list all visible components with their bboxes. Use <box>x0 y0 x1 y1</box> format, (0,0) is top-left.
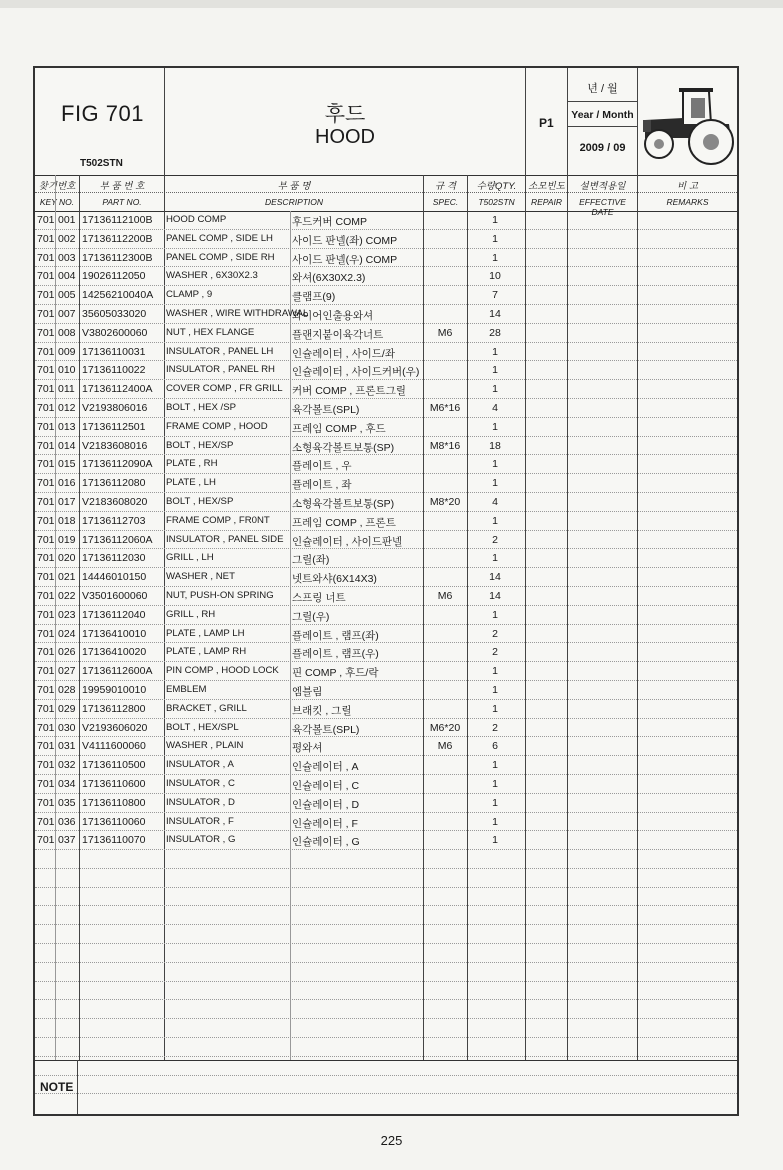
part-number: 19959010010 <box>82 683 147 696</box>
description-english: COVER COMP , FR GRILL <box>166 383 283 395</box>
description-english: INSULATOR , PANEL LH <box>166 345 274 357</box>
key-group: 701 <box>37 345 55 358</box>
key-group: 701 <box>37 307 55 320</box>
description-korean: 프레임 COMP , 후드 <box>292 422 386 435</box>
description-english: INSULATOR , D <box>166 796 235 808</box>
key-group: 701 <box>37 608 55 621</box>
key-group: 701 <box>37 251 55 264</box>
page-code: P1 <box>539 116 554 130</box>
part-number: 17136110031 <box>82 345 146 358</box>
quantity-cell: 1 <box>492 251 498 264</box>
quantity-cell: 1 <box>492 420 498 433</box>
table-row <box>35 343 737 362</box>
table-row <box>35 474 737 493</box>
key-number: 016 <box>58 477 76 490</box>
spec-cell: M6 <box>437 740 453 753</box>
key-number: 004 <box>58 270 76 283</box>
table-row <box>35 230 737 249</box>
key-group: 701 <box>37 721 55 734</box>
title-english: HOOD <box>315 126 375 148</box>
key-number: 023 <box>58 608 76 621</box>
key-group: 701 <box>37 796 55 809</box>
key-number: 019 <box>58 533 76 546</box>
description-korean: 인슐레이터 , 사이드커버(우) <box>292 366 420 379</box>
key-number: 030 <box>58 721 76 734</box>
table-row <box>35 211 737 230</box>
year-month-label: Year / Month <box>571 109 634 121</box>
description-korean: 소형육각볼트보통(SP) <box>292 497 395 510</box>
description-english: NUT , HEX FLANGE <box>166 326 255 338</box>
spec-cell: M6 <box>437 326 453 339</box>
key-number: 010 <box>58 364 76 377</box>
quantity-cell: 1 <box>492 834 498 847</box>
description-english: GRILL , LH <box>166 552 214 564</box>
quantity-cell: 1 <box>492 702 498 715</box>
table-row <box>35 493 737 512</box>
key-number: 036 <box>58 815 76 828</box>
table-row <box>35 512 737 531</box>
description-korean: 육각볼트(SPL) <box>292 403 360 416</box>
table-row <box>35 324 737 343</box>
key-number: 018 <box>58 514 76 527</box>
description-korean: 인슐레이터 , 사이드/좌 <box>292 347 395 360</box>
description-english: PANEL COMP , SIDE RH <box>166 251 275 263</box>
quantity-cell: 1 <box>492 364 498 377</box>
description-english: PLATE , RH <box>166 458 218 470</box>
description-korean: 커버 COMP , 프론트그릴 <box>292 385 406 398</box>
description-korean: 인슐레이터 , 사이드판넬 <box>292 535 403 548</box>
key-number: 012 <box>58 401 76 414</box>
figure-number: FIG 701 <box>61 101 144 126</box>
table-row <box>35 1076 737 1095</box>
quantity-cell: 2 <box>492 721 498 734</box>
key-number: 007 <box>58 307 76 320</box>
key-number: 027 <box>58 665 76 678</box>
description-korean: 플랜지붙이육각너트 <box>292 328 384 341</box>
scan-edge <box>0 0 783 8</box>
description-korean: 평와셔 <box>292 742 323 755</box>
description-korean: 후드커버 COMP <box>292 216 367 228</box>
col-qty-header: T502STN <box>478 197 515 207</box>
col-repair-korean: 소모빈도 <box>528 181 565 192</box>
key-group: 701 <box>37 571 55 584</box>
table-row <box>35 305 737 324</box>
key-group: 701 <box>37 495 55 508</box>
table-row <box>35 982 737 1001</box>
key-group: 701 <box>37 401 55 414</box>
key-group: 701 <box>37 420 55 433</box>
description-korean: 와이어인출용와셔 <box>292 309 374 322</box>
part-number: 17136110800 <box>82 796 146 809</box>
part-number: V3802600060 <box>82 326 148 339</box>
table-row <box>35 361 737 380</box>
table-row <box>35 606 737 625</box>
col-part-header: PART NO. <box>102 197 142 207</box>
quantity-cell: 4 <box>492 495 498 508</box>
table-row <box>35 1038 737 1057</box>
table-row <box>35 549 737 568</box>
key-group: 701 <box>37 759 55 772</box>
table-row <box>35 850 737 869</box>
key-group: 701 <box>37 683 55 696</box>
description-english: BOLT , HEX/SP <box>166 439 234 451</box>
key-group: 701 <box>37 627 55 640</box>
description-english: INSULATOR , G <box>166 834 236 846</box>
quantity-cell: 14 <box>489 571 501 584</box>
table-row <box>35 399 737 418</box>
table-row <box>35 925 737 944</box>
description-korean: 인슐레이터 , C <box>292 779 360 792</box>
description-korean: 소형육각볼트보통(SP) <box>292 441 395 454</box>
description-english: NUT, PUSH-ON SPRING <box>166 589 274 601</box>
description-korean: 그릴(좌) <box>292 554 330 567</box>
description-english: GRILL , RH <box>166 608 216 620</box>
key-group: 701 <box>37 232 55 245</box>
description-english: INSULATOR , PANEL SIDE <box>166 533 284 545</box>
quantity-cell: 1 <box>492 665 498 678</box>
table-row <box>35 587 737 606</box>
key-number: 034 <box>58 777 76 790</box>
description-english: HOOD COMP <box>166 214 227 225</box>
key-group: 701 <box>37 458 55 471</box>
table-row <box>35 286 737 305</box>
table-row <box>35 756 737 775</box>
parts-table-frame <box>33 66 739 1116</box>
key-number: 008 <box>58 326 76 339</box>
quantity-cell: 18 <box>489 439 501 452</box>
description-korean: 프레임 COMP , 프론트 <box>292 516 396 529</box>
part-number: V2193606020 <box>82 721 148 734</box>
description-english: PLATE , LAMP RH <box>166 646 247 658</box>
quantity-cell: 1 <box>492 477 498 490</box>
description-english: INSULATOR , PANEL RH <box>166 364 275 376</box>
description-korean: 플레이트 , 좌 <box>292 479 352 492</box>
col-spec-korean: 규 격 <box>435 181 456 192</box>
quantity-cell: 2 <box>492 533 498 546</box>
description-korean: 인슐레이터 , G <box>292 836 360 849</box>
description-korean: 넷트와샤(6X14X3) <box>292 573 377 586</box>
table-row <box>35 249 737 268</box>
table-row <box>35 831 737 850</box>
key-group: 701 <box>37 665 55 678</box>
table-row <box>35 531 737 550</box>
title-korean: 후드 <box>324 103 366 126</box>
table-row <box>35 888 737 907</box>
part-number: V2183608020 <box>82 495 148 508</box>
description-korean: 인슐레이터 , D <box>292 798 360 811</box>
spec-cell: M6*16 <box>429 401 461 414</box>
key-group: 701 <box>37 834 55 847</box>
description-korean: 엠블림 <box>292 685 323 698</box>
quantity-cell: 28 <box>489 326 501 339</box>
table-row <box>35 1000 737 1019</box>
col-remarks-korean: 비 고 <box>677 181 698 192</box>
description-korean: 인슐레이터 , A <box>292 761 359 774</box>
key-group: 701 <box>37 477 55 490</box>
quantity-cell: 7 <box>492 289 498 302</box>
part-number: 17136112030 <box>82 552 146 565</box>
spec-cell: M8*16 <box>429 439 461 452</box>
part-number: 17136110070 <box>82 834 146 847</box>
col-qty-korean: 수량QTY. <box>476 181 517 192</box>
part-number: 17136112501 <box>82 420 146 433</box>
table-row <box>35 869 737 888</box>
description-english: BRACKET , GRILL <box>166 702 247 714</box>
table-row <box>35 625 737 644</box>
key-number: 014 <box>58 439 76 452</box>
col-key-korean: 찾기번호 <box>38 181 76 192</box>
description-english: PIN COMP , HOOD LOCK <box>166 665 279 677</box>
table-row <box>35 681 737 700</box>
quantity-cell: 1 <box>492 214 498 226</box>
description-korean: 스프링 너트 <box>292 591 346 604</box>
key-number: 001 <box>58 214 76 226</box>
table-row <box>35 455 737 474</box>
table-row <box>35 775 737 794</box>
quantity-cell: 1 <box>492 608 498 621</box>
description-english: BOLT , HEX /SP <box>166 401 237 413</box>
table-row <box>35 794 737 813</box>
col-desc-korean: 부 품 명 <box>277 181 311 192</box>
key-group: 701 <box>37 383 55 396</box>
part-number: 17136110500 <box>82 759 146 772</box>
year-month-value: 2009 / 09 <box>579 142 626 154</box>
col-effective-korean: 설변적용일 <box>579 181 626 192</box>
key-group: 701 <box>37 514 55 527</box>
quantity-cell: 6 <box>492 740 498 753</box>
table-row <box>35 643 737 662</box>
key-number: 035 <box>58 796 76 809</box>
key-number: 017 <box>58 495 76 508</box>
key-number: 021 <box>58 571 76 584</box>
part-number: V2183608016 <box>82 439 148 452</box>
col-key-header: KEY NO. <box>39 197 75 207</box>
key-group: 701 <box>37 646 55 659</box>
table-row <box>35 700 737 719</box>
description-english: BOLT , HEX/SPL <box>166 721 239 733</box>
key-number: 037 <box>58 834 76 847</box>
description-korean: 플레이트 , 램프(좌) <box>292 629 379 642</box>
quantity-cell: 10 <box>489 270 501 283</box>
part-number: 17136112600A <box>82 665 153 678</box>
description-english: CLAMP , 9 <box>166 289 213 301</box>
quantity-cell: 1 <box>492 458 498 471</box>
key-group: 701 <box>37 589 55 602</box>
key-group: 701 <box>37 533 55 546</box>
col-repair-header: REPAIR <box>530 197 563 207</box>
part-number: 17136110022 <box>82 364 146 377</box>
part-number: 17136110060 <box>82 815 146 828</box>
part-number: 19026112050 <box>82 270 146 283</box>
key-number: 003 <box>58 251 76 264</box>
key-number: 029 <box>58 702 76 715</box>
description-english: EMBLEM <box>166 683 207 695</box>
spec-cell: M8*20 <box>429 495 461 508</box>
col-effective-header: EFFECTIVE DATE <box>579 197 626 217</box>
spec-cell: M6 <box>437 589 453 602</box>
col-part-korean: 부 품 번 호 <box>99 181 145 192</box>
part-number: V3501600060 <box>82 589 148 602</box>
table-row <box>35 662 737 681</box>
tractor-icon <box>639 78 737 168</box>
quantity-cell: 1 <box>492 552 498 565</box>
page-number: 225 <box>380 1133 403 1148</box>
key-number: 020 <box>58 552 76 565</box>
part-number: 17136112080 <box>82 477 146 490</box>
key-number: 002 <box>58 232 76 245</box>
table-row <box>35 719 737 738</box>
table-row <box>35 568 737 587</box>
col-remarks-header: REMARKS <box>666 197 709 207</box>
quantity-cell: 1 <box>492 683 498 696</box>
key-group: 701 <box>37 326 55 339</box>
description-english: WASHER , 6X30X2.3 <box>166 270 258 282</box>
description-english: PANEL COMP , SIDE LH <box>166 232 273 244</box>
table-row <box>35 380 737 399</box>
key-group: 701 <box>37 777 55 790</box>
table-row <box>35 813 737 832</box>
quantity-cell: 1 <box>492 815 498 828</box>
table-row <box>35 906 737 925</box>
year-month-korean: 년 / 월 <box>587 83 618 95</box>
part-number: 17136410010 <box>82 627 147 640</box>
note-label: NOTE <box>40 1080 74 1094</box>
description-english: FRAME COMP , FR0NT <box>166 514 270 526</box>
quantity-cell: 4 <box>492 401 498 414</box>
key-number: 028 <box>58 683 76 696</box>
description-english: INSULATOR , C <box>166 777 235 789</box>
description-korean: 육각볼트(SPL) <box>292 723 360 736</box>
key-number: 005 <box>58 289 76 302</box>
key-group: 701 <box>37 740 55 753</box>
model-code: T502STN <box>80 158 123 169</box>
description-english: WASHER , WIRE WITHDRAWAL <box>166 307 309 319</box>
quantity-cell: 14 <box>489 589 501 602</box>
part-number: 17136112090A <box>82 458 153 471</box>
table-row <box>35 418 737 437</box>
table-row <box>35 437 737 456</box>
part-number: 17136112400A <box>82 383 153 396</box>
description-english: INSULATOR , F <box>166 815 234 827</box>
key-group: 701 <box>37 702 55 715</box>
quantity-cell: 1 <box>492 383 498 396</box>
part-number: 17136112300B <box>82 251 153 264</box>
table-row <box>35 944 737 963</box>
key-number: 032 <box>58 759 76 772</box>
key-number: 011 <box>58 383 75 396</box>
key-group: 701 <box>37 815 55 828</box>
key-number: 013 <box>58 420 76 433</box>
description-korean: 플레이트 , 램프(우) <box>292 648 379 661</box>
description-english: INSULATOR , A <box>166 759 234 771</box>
quantity-cell: 1 <box>492 514 498 527</box>
table-row <box>35 737 737 756</box>
description-korean: 사이드 판넬(우) COMP <box>292 253 398 266</box>
part-number: 14446010150 <box>82 571 147 584</box>
key-number: 015 <box>58 458 76 471</box>
quantity-cell: 1 <box>492 759 498 772</box>
part-number: 17136110600 <box>82 777 146 790</box>
part-number: 17136112040 <box>82 608 146 621</box>
key-number: 026 <box>58 646 76 659</box>
description-english: WASHER , NET <box>166 571 235 583</box>
part-number: 17136112703 <box>82 514 146 527</box>
part-number: 14256210040A <box>82 289 154 302</box>
key-group: 701 <box>37 270 55 283</box>
description-korean: 사이드 판넬(좌) COMP <box>292 234 398 247</box>
description-english: PLATE , LAMP LH <box>166 627 245 639</box>
description-korean: 인슐레이터 , F <box>292 817 358 830</box>
col-desc-header: DESCRIPTION <box>264 197 324 207</box>
quantity-cell: 1 <box>492 345 498 358</box>
part-number: 17136112100B <box>82 214 153 226</box>
quantity-cell: 2 <box>492 646 498 659</box>
description-korean: 와셔(6X30X2.3) <box>292 272 366 285</box>
part-number: 35605033020 <box>82 307 147 320</box>
table-row <box>35 1019 737 1038</box>
key-number: 024 <box>58 627 76 640</box>
key-group: 701 <box>37 289 55 302</box>
key-group: 701 <box>37 552 55 565</box>
quantity-cell: 1 <box>492 796 498 809</box>
part-number: V4111600060 <box>82 740 146 753</box>
key-group: 701 <box>37 364 55 377</box>
part-number: 17136112200B <box>82 232 153 245</box>
description-korean: 핀 COMP , 후드/락 <box>292 667 379 680</box>
key-number: 031 <box>58 740 76 753</box>
description-english: WASHER , PLAIN <box>166 740 244 752</box>
part-number: 17136410020 <box>82 646 147 659</box>
description-korean: 브래킷 , 그릴 <box>292 704 352 717</box>
part-number: 17136112060A <box>82 533 153 546</box>
description-english: BOLT , HEX/SP <box>166 495 234 507</box>
quantity-cell: 1 <box>492 232 498 245</box>
col-spec-header: SPEC. <box>432 197 459 207</box>
quantity-cell: 1 <box>492 777 498 790</box>
description-english: FRAME COMP , HOOD <box>166 420 268 432</box>
description-korean: 플레이트 , 우 <box>292 460 352 473</box>
parts-list <box>35 211 737 1094</box>
table-row <box>35 267 737 286</box>
quantity-cell: 2 <box>492 627 498 640</box>
description-english: PLATE , LH <box>166 477 216 489</box>
quantity-cell: 14 <box>489 307 501 320</box>
key-number: 022 <box>58 589 76 602</box>
description-korean: 그릴(우) <box>292 610 330 623</box>
part-number: V2193806016 <box>82 401 148 414</box>
table-row <box>35 963 737 982</box>
key-group: 701 <box>37 214 55 226</box>
part-number: 17136112800 <box>82 702 146 715</box>
spec-cell: M6*20 <box>429 721 461 734</box>
description-korean: 클램프(9) <box>292 291 336 304</box>
key-group: 701 <box>37 439 55 452</box>
key-number: 009 <box>58 345 76 358</box>
